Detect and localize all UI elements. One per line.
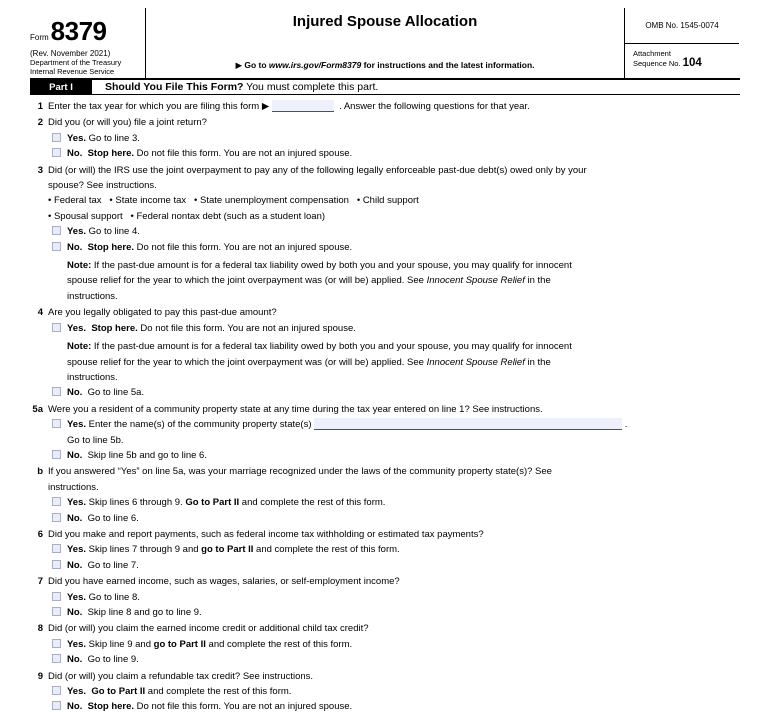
line5a-yes-checkbox[interactable] — [52, 419, 61, 428]
text-segment: in the — [524, 275, 551, 287]
community-property-states-input[interactable] — [314, 418, 622, 430]
text-segment: No. — [67, 654, 83, 666]
text-segment: Yes. — [67, 132, 87, 144]
form-title-block — [145, 8, 625, 78]
option-line — [30, 558, 740, 573]
text-segment: Did (or will) you claim the earned income credit or additional child tax credit? — [48, 623, 369, 635]
line7-yes-checkbox[interactable] — [52, 592, 61, 601]
form-header — [30, 8, 740, 78]
form-label: Form — [30, 33, 49, 42]
attachment-sequence — [625, 44, 739, 68]
text-segment: go to Part II — [201, 544, 254, 556]
part1-heading-question: Should You File This Form? — [105, 81, 244, 93]
text-line — [30, 209, 740, 224]
option-line — [30, 511, 740, 526]
arrow-icon: ▶ Go to — [235, 60, 269, 70]
question-line-4 — [30, 305, 740, 320]
agency-line-2: Internal Revenue Service — [30, 67, 115, 76]
text-line — [30, 258, 740, 273]
irs-url-link[interactable]: www.irs.gov/Form8379 — [268, 60, 362, 70]
line4-no-checkbox[interactable] — [52, 387, 61, 396]
question-line-b — [30, 464, 740, 479]
text-segment: Are you legally obligated to pay this past-due amount? — [48, 307, 277, 319]
text-segment: No. — [67, 701, 83, 713]
text-segment: . — [622, 419, 628, 431]
line6-no-checkbox[interactable] — [52, 560, 61, 569]
line-number: 2 — [37, 117, 43, 129]
text-line — [30, 193, 740, 208]
option-line — [30, 605, 740, 620]
line3-no-checkbox[interactable] — [52, 242, 61, 251]
option-line — [30, 590, 740, 605]
question-line-8 — [30, 621, 740, 636]
line5a-no-checkbox[interactable] — [52, 450, 61, 459]
option-line — [30, 224, 740, 239]
text-segment: . Answer the following questions for that year. — [333, 101, 530, 112]
goto-suffix: for instructions and the latest information. — [361, 60, 535, 70]
option-line — [30, 652, 740, 667]
text-segment: instructions. — [48, 481, 99, 493]
text-segment: Stop here. — [87, 241, 135, 253]
option-line — [30, 240, 740, 255]
text-line — [30, 339, 740, 354]
text-segment: Do not file this form. You are not an injured spouse. — [137, 322, 356, 334]
text-line — [30, 370, 740, 385]
text-segment: Go to line 4. — [86, 226, 140, 238]
text-segment: Go to line 3. — [86, 132, 140, 144]
text-segment: in the — [524, 356, 551, 368]
attachment-label: Attachment — [633, 49, 671, 58]
text-segment: spouse relief for the year to which the joint overpayment was (or will be) applied. See — [67, 275, 427, 287]
text-segment: Go to line 6. — [82, 512, 139, 524]
question-line-5a — [30, 402, 740, 417]
text-segment: and complete the rest of this form. — [239, 497, 386, 509]
text-segment: Skip lines 6 through 9. — [86, 497, 186, 509]
text-segment: Did (or will) the IRS use the joint overpayment to pay any of the following legally enforceable past-due debt(s) owed only by your — [48, 164, 587, 176]
option-line — [30, 146, 740, 161]
text-segment: Enter the tax year for which you are filing this form ▶ — [48, 101, 272, 112]
text-segment: Yes. — [67, 686, 87, 698]
goto-instructions — [152, 60, 618, 71]
text-segment: Stop here. — [87, 148, 135, 160]
text-line — [30, 178, 740, 193]
text-segment: Note: — [67, 341, 92, 353]
text-segment: No. — [67, 559, 83, 571]
text-segment: If you answered “Yes” on line 5a, was your marriage recognized under the laws of the community property state(s)? See — [48, 466, 552, 478]
text-segment: If the past-due amount is for a federal tax liability owed by both you and your spouse, you may qualify for innocent — [91, 260, 572, 272]
text-segment: Do not file this form. You are not an injured spouse. — [134, 148, 353, 160]
part1-header-bar — [30, 78, 740, 95]
text-segment: Go to line 9. — [82, 654, 139, 666]
line5b-yes-checkbox[interactable] — [52, 497, 61, 506]
tax-year-input[interactable] — [272, 100, 334, 112]
text-segment: Go to line 7. — [82, 559, 139, 571]
line2-yes-checkbox[interactable] — [52, 133, 61, 142]
text-line — [30, 355, 740, 370]
line8-yes-checkbox[interactable] — [52, 639, 61, 648]
text-segment: and complete the rest of this form. — [145, 686, 292, 698]
text-segment: go to Part II — [153, 638, 206, 650]
line-number: b — [37, 466, 43, 478]
text-segment: No. — [67, 148, 83, 160]
line5b-no-checkbox[interactable] — [52, 513, 61, 522]
text-segment: and complete the rest of this form. — [253, 544, 400, 556]
text-segment: Note: — [67, 260, 92, 272]
text-segment: Enter the name(s) of the community property state(s) — [86, 419, 315, 431]
text-line — [30, 289, 740, 304]
text-segment: instructions. — [67, 290, 118, 302]
form-id — [30, 16, 145, 47]
text-segment: Do not file this form. You are not an injured spouse. — [134, 241, 353, 253]
omb-block — [625, 8, 739, 78]
text-segment: Did you make and report payments, such as federal income tax withholding or estimated tax payments? — [48, 528, 484, 540]
text-segment: Stop here. — [91, 322, 138, 334]
option-line — [30, 131, 740, 146]
sequence-number: 104 — [682, 56, 702, 69]
line-number: 9 — [37, 670, 43, 682]
question-line-7 — [30, 574, 740, 589]
question-line-9 — [30, 669, 740, 684]
option-line — [30, 417, 740, 432]
part1-questions — [30, 95, 740, 715]
text-segment: • Spousal support • Federal nontax debt (such as a student loan) — [48, 210, 326, 222]
text-segment: • Federal tax • State income tax • State unemployment compensation • Child support — [48, 195, 419, 207]
text-segment: No. — [67, 607, 83, 618]
part1-heading — [105, 81, 378, 93]
text-line — [30, 273, 740, 288]
line-number: 7 — [37, 576, 43, 588]
omb-number: OMB No. 1545-0074 — [625, 8, 739, 44]
text-segment: Go to line 5b. — [67, 434, 124, 446]
sequence-text: Sequence No. — [633, 58, 683, 68]
line-number: 5a — [32, 403, 43, 415]
option-line — [30, 684, 740, 699]
text-segment: Skip line 8 and go to line 9. — [82, 607, 202, 618]
question-line-2 — [30, 115, 740, 130]
text-segment: Yes. — [67, 497, 87, 509]
line9-yes-checkbox[interactable] — [52, 686, 61, 695]
text-segment: Skip line 9 and — [86, 638, 154, 650]
line4-yes-checkbox[interactable] — [52, 323, 61, 332]
line-number: 3 — [37, 164, 43, 176]
text-line — [30, 480, 740, 495]
text-segment: Do not file this form. You are not an injured spouse. — [134, 701, 353, 713]
text-line — [30, 433, 740, 448]
line-number: 1 — [37, 101, 43, 112]
text-segment: Yes. — [67, 322, 87, 334]
part1-heading-rest: You must complete this part. — [243, 81, 379, 93]
option-line — [30, 495, 740, 510]
text-segment: Go to line 5a. — [82, 387, 145, 399]
option-line — [30, 699, 740, 714]
text-segment: Yes. — [67, 591, 87, 603]
part1-label: Part I — [30, 80, 92, 94]
text-segment: Were you a resident of a community property state at any time during the tax year entered on line 1? See instructions. — [48, 403, 543, 415]
line9-no-checkbox[interactable] — [52, 701, 61, 710]
option-line — [30, 542, 740, 557]
page-title: Injured Spouse Allocation — [292, 13, 478, 30]
line-number: 4 — [37, 307, 43, 319]
option-line — [30, 385, 740, 400]
question-line-6 — [30, 527, 740, 542]
line7-no-checkbox[interactable] — [52, 607, 61, 616]
option-line — [30, 448, 740, 463]
text-segment: Yes. — [67, 638, 87, 650]
text-segment: spouse relief for the year to which the joint overpayment was (or will be) applied. See — [67, 356, 427, 368]
line3-yes-checkbox[interactable] — [52, 226, 61, 235]
line2-no-checkbox[interactable] — [52, 148, 61, 157]
option-line — [30, 321, 740, 336]
text-segment: spouse? See instructions. — [48, 180, 157, 192]
form-revision: (Rev. November 2021) — [30, 49, 111, 58]
text-segment: No. — [67, 241, 83, 253]
line8-no-checkbox[interactable] — [52, 654, 61, 663]
text-segment: Skip lines 7 through 9 and — [86, 544, 202, 556]
line6-yes-checkbox[interactable] — [52, 544, 61, 553]
agency-line-1: Department of the Treasury — [30, 58, 122, 67]
form-number-block — [30, 8, 145, 78]
text-segment: Innocent Spouse Relief — [426, 356, 525, 368]
text-segment: Yes. — [67, 226, 87, 238]
text-segment: instructions. — [67, 371, 118, 383]
text-segment: If the past-due amount is for a federal tax liability owed by both you and your spouse, you may qualify for innocent — [91, 341, 572, 353]
sequence-label — [633, 56, 739, 69]
text-segment: and complete the rest of this form. — [205, 638, 353, 650]
text-segment: No. — [67, 512, 83, 524]
text-segment: Skip line 5b and go to line 6. — [82, 449, 207, 461]
text-segment: Go to line 8. — [86, 591, 140, 603]
text-segment: No. — [67, 449, 83, 461]
text-segment: Innocent Spouse Relief — [426, 275, 525, 287]
question-line-1 — [30, 99, 740, 114]
text-segment: Go to Part II — [91, 686, 146, 698]
text-segment: Did (or will) you claim a refundable tax credit? See instructions. — [48, 670, 314, 682]
text-segment: Stop here. — [87, 701, 135, 713]
text-segment: No. — [67, 387, 83, 399]
text-segment: Yes. — [67, 544, 87, 556]
text-segment: Did you have earned income, such as wages, salaries, or self-employment income? — [48, 576, 400, 588]
text-segment: Yes. — [67, 419, 87, 431]
form-number: 8379 — [50, 16, 107, 46]
line-number: 6 — [37, 528, 43, 540]
option-line — [30, 637, 740, 652]
text-segment: Did you (or will you) file a joint return? — [48, 117, 207, 129]
question-line-3 — [30, 163, 740, 178]
text-segment: Go to Part II — [185, 497, 240, 509]
line-number: 8 — [37, 623, 43, 635]
